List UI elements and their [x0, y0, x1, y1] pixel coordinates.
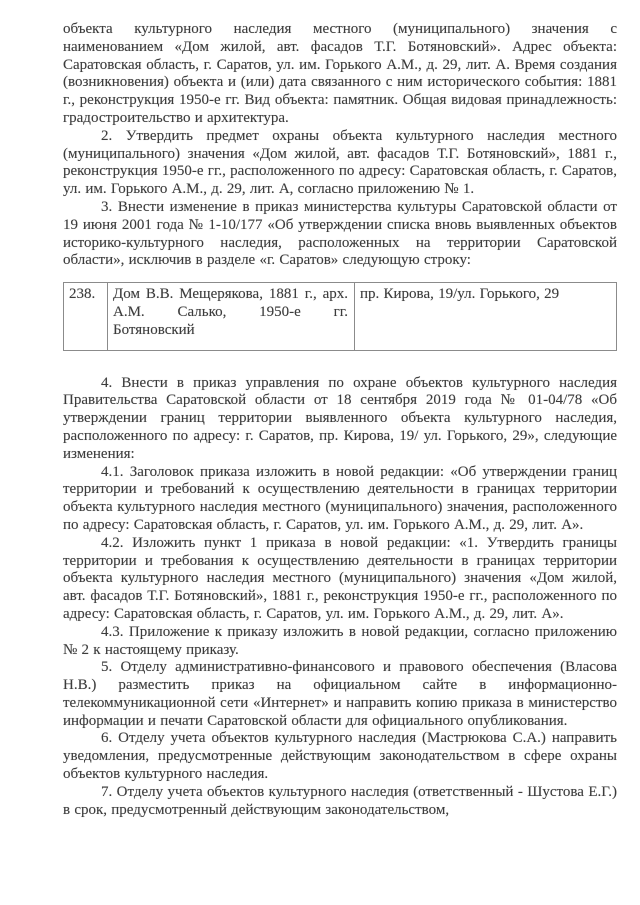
table-cell-row-number: 238. [64, 283, 108, 350]
paragraph-item-7: 7. Отделу учета объектов культурного наследия (ответственный - Шустова Е.Г.) в срок, предусмотренный действующим законодательством, [63, 783, 617, 818]
paragraph-item-4-2: 4.2. Изложить пункт 1 приказа в новой редакции: «1. Утвердить границы территории и требования к осуществлению деятельности в границах территории объекта культурного наследия местного (муниципального) значения «Дом жилой, авт. фасадов Т.Г. Ботяновский», 1881 г., реконструкция 1950-е гг., расположенного по адресу: Саратовская область, г. Саратов, ул. им. Горького А.М., д. 29, лит. А». [63, 534, 617, 622]
table-cell-address: пр. Кирова, 19/ул. Горького, 29 [355, 283, 617, 350]
table-row [64, 283, 617, 350]
paragraph-item-4: 4. Внести в приказ управления по охране объектов культурного наследия Правительства Саратовской области от 18 сентября 2019 года № 01-04/78 «Об утверждении границ территории выявленного объекта культурного наследия, расположенного по адресу: г. Саратов, пр. Кирова, 19/ ул. Горького, 29», следующие изменения: [63, 374, 617, 462]
paragraph-continuation: объекта культурного наследия местного (муниципального) значения с наименованием «Дом жилой, авт. фасадов Т.Г. Ботяновский». Адрес объекта: Саратовская область, г. Саратов, ул. им. Горького А.М., д. 29, лит. А. Время создания (возникновения) объекта и (или) дата связанного с ним исторического события: 1881 г., реконструкция 1950-е гг. Вид объекта: памятник. Общая видовая принадлежность: градостроительство и архитектура. [63, 21, 617, 126]
excluded-row-table [63, 282, 617, 350]
table-cell-object-description: Дом В.В. Мещерякова, 1881 г., арх. А.М. Салько, 1950-е гг. Ботяновский [108, 283, 355, 350]
paragraph-item-5: 5. Отделу административно-финансового и правового обеспечения (Власова Н.В.) разместить приказ на официальном сайте в информационно-телекоммуникационной сети «Интернет» и направить копию приказа в министерство информации и печати Саратовской области для официального опубликования. [63, 659, 617, 729]
paragraph-item-6: 6. Отделу учета объектов культурного наследия (Мастрюкова С.А.) направить уведомления, предусмотренные действующим законодательством в сфере охраны объектов культурного наследия. [63, 730, 617, 783]
paragraph-item-4-1: 4.1. Заголовок приказа изложить в новой редакции: «Об утверждении границ территории и требований к осуществлению деятельности в границах территории объекта культурного наследия местного (муниципального) значения, расположенного по адресу: Саратовская область, г. Саратов, ул. им. Горького А.М., д. 29, лит. А». [63, 463, 617, 533]
paragraph-item-4-3: 4.3. Приложение к приказу изложить в новой редакции, согласно приложению № 2 к настоящему приказу. [63, 623, 617, 658]
document-text-block [63, 21, 617, 819]
paragraph-item-2: 2. Утвердить предмет охраны объекта культурного наследия местного (муниципального) значения «Дом жилой, авт. фасадов Т.Г. Ботяновский», 1881 г., реконструкция 1950-е гг., расположенного по адресу: Саратовская область, г. Саратов, ул. им. Горького А.М., д. 29, лит. А, согласно приложению № 1. [63, 127, 617, 198]
paragraph-item-3: 3. Внести изменение в приказ министерства культуры Саратовской области от 19 июня 2001 года № 1-10/177 «Об утверждении списка вновь выявленных объектов историко-культурного наследия, расположенных на территории Саратовской области», исключив в разделе «г. Саратов» следующую строку: [63, 198, 617, 269]
